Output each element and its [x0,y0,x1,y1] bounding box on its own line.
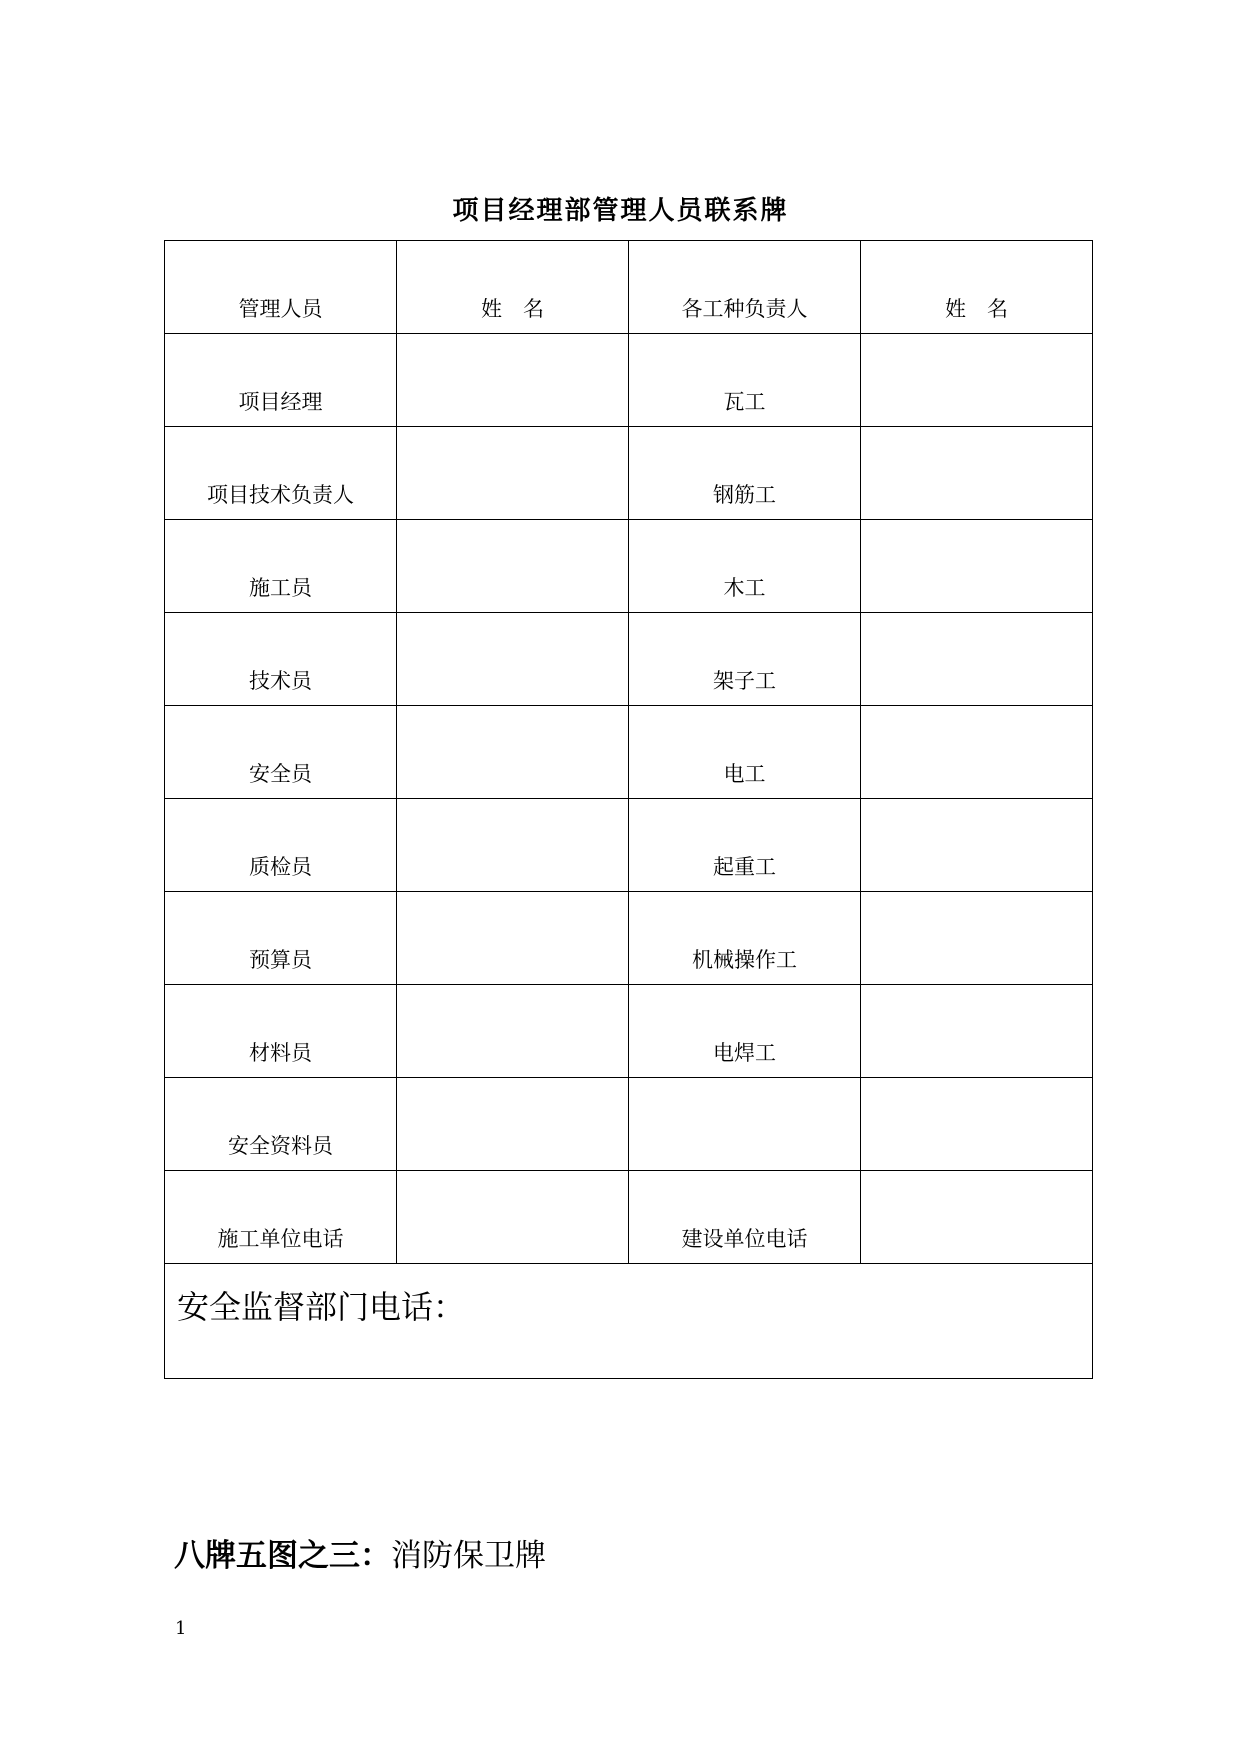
role-cell: 施工单位电话 [165,1171,397,1264]
trade-cell: 木工 [629,520,861,613]
role-cell: 质检员 [165,799,397,892]
trade-cell: 电焊工 [629,985,861,1078]
trade-cell: 电工 [629,706,861,799]
table-row [165,613,1093,706]
trade-name-cell [861,427,1093,520]
safety-phone-label: 安全监督部门电话： [165,1264,1093,1379]
role-name-cell [397,1078,629,1171]
trade-name-cell [861,1078,1093,1171]
table-row [165,985,1093,1078]
section-heading [174,1530,546,1575]
role-cell: 安全员 [165,706,397,799]
role-cell: 材料员 [165,985,397,1078]
role-cell: 技术员 [165,613,397,706]
role-name-cell [397,520,629,613]
document-title: 项目经理部管理人员联系牌 [452,196,789,226]
role-cell: 项目技术负责人 [165,427,397,520]
page-number: 1 [175,1618,187,1639]
role-name-cell [397,1171,629,1264]
header-trade-lead: 各工种负责人 [629,241,861,334]
role-name-cell [397,613,629,706]
trade-name-cell [861,334,1093,427]
contact-table [164,240,1093,1379]
table-row [165,520,1093,613]
section-heading-rest: 消防保卫牌 [391,1538,546,1574]
role-cell: 预算员 [165,892,397,985]
role-name-cell [397,427,629,520]
table-row [165,892,1093,985]
trade-name-cell [861,613,1093,706]
trade-cell [629,1078,861,1171]
header-name: 姓 名 [861,241,1093,334]
header-name: 姓 名 [397,241,629,334]
table-row [165,334,1093,427]
table-row [165,1171,1093,1264]
trade-cell: 瓦工 [629,334,861,427]
role-name-cell [397,892,629,985]
role-name-cell [397,706,629,799]
table-row [165,799,1093,892]
trade-name-cell [861,799,1093,892]
role-cell: 项目经理 [165,334,397,427]
trade-cell: 机械操作工 [629,892,861,985]
header-row [165,241,1093,334]
trade-cell: 架子工 [629,613,861,706]
trade-cell: 钢筋工 [629,427,861,520]
trade-cell: 起重工 [629,799,861,892]
role-name-cell [397,334,629,427]
section-heading-lead: 八牌五图之三： [174,1538,391,1574]
trade-name-cell [861,706,1093,799]
trade-name-cell [861,985,1093,1078]
table-row [165,1078,1093,1171]
trade-name-cell [861,1171,1093,1264]
table-row [165,706,1093,799]
trade-cell: 建设单位电话 [629,1171,861,1264]
role-name-cell [397,985,629,1078]
header-manager: 管理人员 [165,241,397,334]
trade-name-cell [861,892,1093,985]
trade-name-cell [861,520,1093,613]
safety-phone-row [165,1264,1093,1379]
role-cell: 施工员 [165,520,397,613]
role-cell: 安全资料员 [165,1078,397,1171]
role-name-cell [397,799,629,892]
table-row [165,427,1093,520]
